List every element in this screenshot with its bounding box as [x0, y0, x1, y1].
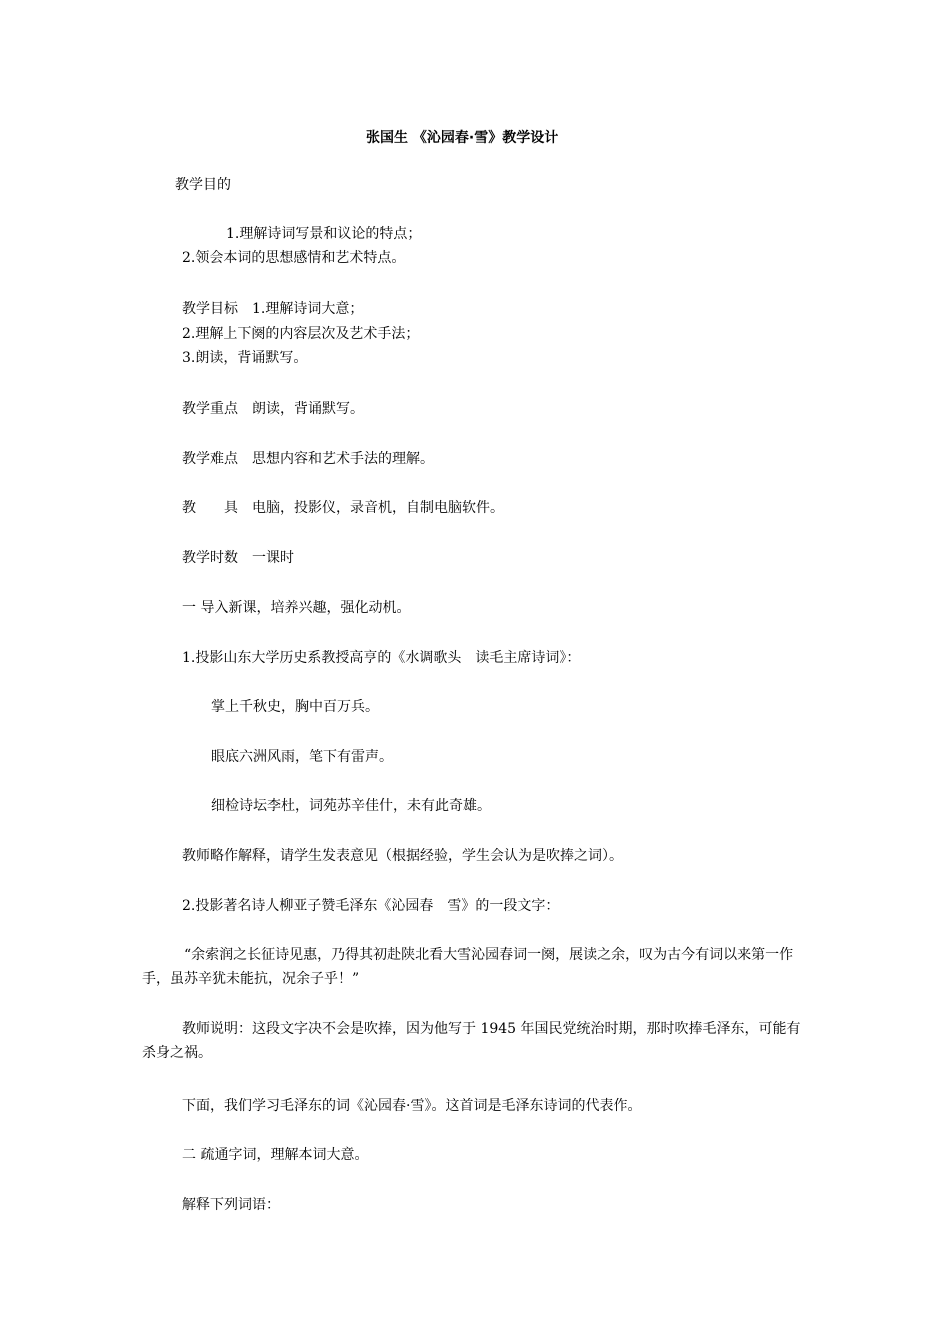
- item-1: 1.投影山东大学历史系教授高亨的《水调歌头 读毛主席诗词》：: [182, 650, 581, 666]
- teaching-hours: 教学时数 一课时: [182, 550, 294, 566]
- poem-line-2: 眼底六洲风雨，笔下有雷声。: [211, 749, 393, 765]
- purpose-item-1: 1.理解诗词写景和议论的特点；: [226, 226, 422, 242]
- teacher-note-1: 教师略作解释，请学生发表意见（根据经验，学生会认为是吹捧之词）。: [182, 848, 623, 864]
- poem-line-1: 掌上千秋史，胸中百万兵。: [211, 699, 379, 715]
- tools: 教 具 电脑，投影仪，录音机，自制电脑软件。: [182, 500, 504, 516]
- section-heading-1: 一 导入新课，培养兴趣，强化动机。: [182, 600, 411, 616]
- key-point: 教学重点 朗读，背诵默写。: [182, 401, 364, 417]
- transition-line: 下面，我们学习毛泽东的词《沁园春·雪》。这首词是毛泽东诗词的代表作。: [182, 1098, 642, 1114]
- purpose-item-2: 2.领会本词的思想感情和艺术特点。: [182, 250, 406, 266]
- poem-line-3: 细检诗坛李杜，词苑苏辛佳什，未有此奇雄。: [211, 798, 491, 814]
- purpose-heading: 教学目的: [175, 177, 231, 193]
- explain-heading: 解释下列词语：: [182, 1197, 280, 1213]
- goal-line-2: 2.理解上下阕的内容层次及艺术手法；: [182, 326, 420, 342]
- goal-line-3: 3.朗读，背诵默写。: [182, 350, 308, 366]
- document-title: 张国生 《沁园春·雪》教学设计: [366, 130, 559, 146]
- teacher-note-2: 教师说明：这段文字决不会是吹捧，因为他写于 1945 年国民党统治时期，那时吹捧毛泽东，可能有杀身之祸。: [142, 1021, 801, 1061]
- goal-line-1: 教学目标 1.理解诗词大意；: [182, 301, 364, 317]
- difficulty: 教学难点 思想内容和艺术手法的理解。: [182, 451, 434, 467]
- section-heading-2: 二 疏通字词，理解本词大意。: [182, 1147, 369, 1163]
- item-2: 2.投影著名诗人柳亚子赞毛泽东《沁园春 雪》的一段文字：: [182, 898, 560, 914]
- quote-paragraph: “余索润之长征诗见惠，乃得其初赴陕北看大雪沁园春词一阕，展读之余，叹为古今有词以来第一作手，虽苏辛犹未能抗，况余子乎！”: [142, 947, 794, 987]
